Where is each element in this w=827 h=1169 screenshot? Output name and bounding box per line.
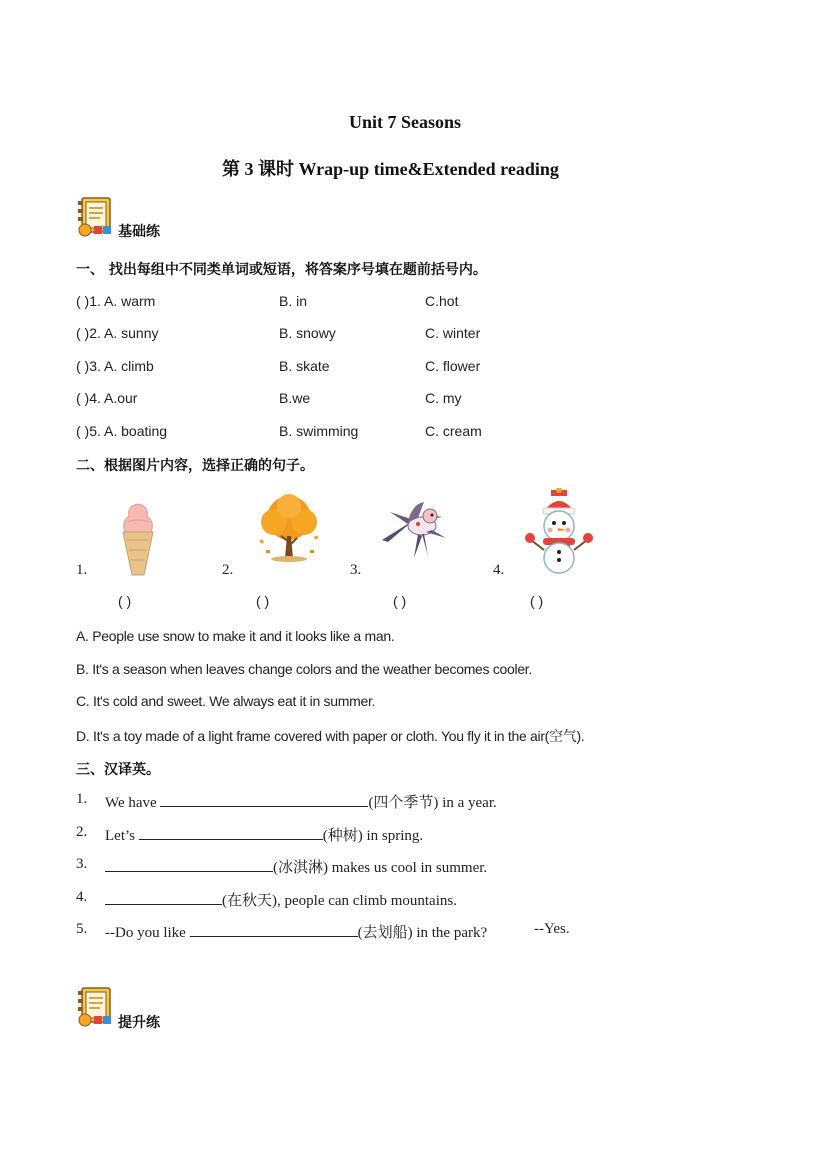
picture-number-1: 1.: [76, 562, 88, 578]
sentence-option-a: A. People use snow to make it and it looks like a man.: [76, 628, 395, 644]
answer-blank[interactable]: [139, 825, 323, 840]
q1-option-b: B. in: [279, 293, 308, 309]
answer-slot-4: ( ): [530, 593, 544, 609]
sentence-option-d: D. It's a toy made of a light frame covered with paper or cloth. You fly it in the air(空气).: [76, 728, 585, 744]
translation-text-after: makes us cool in summer.: [328, 860, 488, 876]
notebook-badge-icon: [76, 986, 114, 1028]
translation-text-after: in the park?: [412, 925, 488, 941]
q5-option-b: B. swimming: [279, 423, 359, 439]
translation-number-2: 2.: [76, 824, 88, 840]
ice-cream-picture: [117, 500, 159, 578]
notebook-badge-icon: [76, 196, 114, 238]
picture-number-4: 4.: [493, 562, 505, 578]
translation-item-2: [105, 824, 423, 845]
translation-text-after: in a year.: [438, 795, 497, 811]
translation-item-4: [105, 889, 457, 910]
translation-hint: (种树): [322, 828, 363, 844]
answer-slot-1: ( ): [118, 593, 132, 609]
part3-heading: 三、汉译英。: [76, 762, 160, 778]
answer-blank[interactable]: [105, 890, 222, 905]
q5-prefix: ( )5. A. boating: [76, 423, 168, 439]
translation-hint: (冰淇淋): [273, 860, 328, 876]
translation-number-3: 3.: [76, 856, 88, 872]
q1-option-c: C.hot: [425, 293, 459, 309]
q3-option-b: B. skate: [279, 358, 330, 374]
translation-number-5: 5.: [76, 921, 88, 937]
section-label-advanced: 提升练: [118, 1015, 160, 1031]
page-title: Unit 7 Seasons: [349, 112, 462, 132]
translation-text-before: --Do you like: [105, 925, 190, 941]
part1-heading: 一、 找出每组中不同类单词或短语，将答案序号填在题前括号内。: [76, 262, 487, 278]
answer-blank[interactable]: [160, 792, 368, 807]
q4-option-b: B.we: [279, 390, 311, 406]
picture-number-3: 3.: [350, 562, 362, 578]
swallow-bird-picture: [378, 496, 452, 562]
translation-text-after: in spring.: [362, 828, 424, 844]
q3-option-c: C. flower: [425, 358, 481, 374]
translation-item-3: [105, 856, 487, 877]
q2-prefix: ( )2. A. sunny: [76, 325, 159, 341]
answer-blank[interactable]: [105, 857, 273, 872]
translation-hint: (去划船): [357, 925, 413, 941]
q3-prefix: ( )3. A. climb: [76, 358, 154, 374]
page-subtitle: 第 3 课时 Wrap-up time&Extended reading: [222, 159, 559, 179]
translation-item-5: [105, 921, 487, 942]
picture-number-2: 2.: [222, 562, 234, 578]
answer-slot-2: ( ): [256, 593, 270, 609]
section-label-basic: 基础练: [118, 224, 160, 240]
translation-item-1: [105, 791, 497, 812]
translation-hint: (在秋天): [222, 893, 277, 909]
q4-prefix: ( )4. A.our: [76, 390, 138, 406]
q4-option-c: C. my: [425, 390, 462, 406]
translation-hint: (四个季节): [368, 795, 439, 811]
snowman-picture: [523, 488, 595, 574]
sentence-option-b: B. It's a season when leaves change colors and the weather becomes cooler.: [76, 661, 532, 677]
translation-number-4: 4.: [76, 889, 88, 905]
autumn-tree-picture: [252, 492, 326, 564]
answer-slot-3: ( ): [393, 593, 407, 609]
translation-text-before: Let’s: [105, 828, 139, 844]
translation-number-1: 1.: [76, 791, 88, 807]
q1-prefix: ( )1. A. warm: [76, 293, 156, 309]
q2-option-b: B. snowy: [279, 325, 336, 341]
answer-blank[interactable]: [190, 922, 358, 937]
sentence-option-c: C. It's cold and sweet. We always eat it in summer.: [76, 693, 376, 709]
part2-heading: 二、根据图片内容，选择正确的句子。: [76, 458, 314, 474]
q5-option-c: C. cream: [425, 423, 482, 439]
translation-reply-5: --Yes.: [534, 921, 570, 937]
translation-text-before: We have: [105, 795, 161, 811]
q2-option-c: C. winter: [425, 325, 481, 341]
translation-text-after: , people can climb mountains.: [277, 893, 457, 909]
